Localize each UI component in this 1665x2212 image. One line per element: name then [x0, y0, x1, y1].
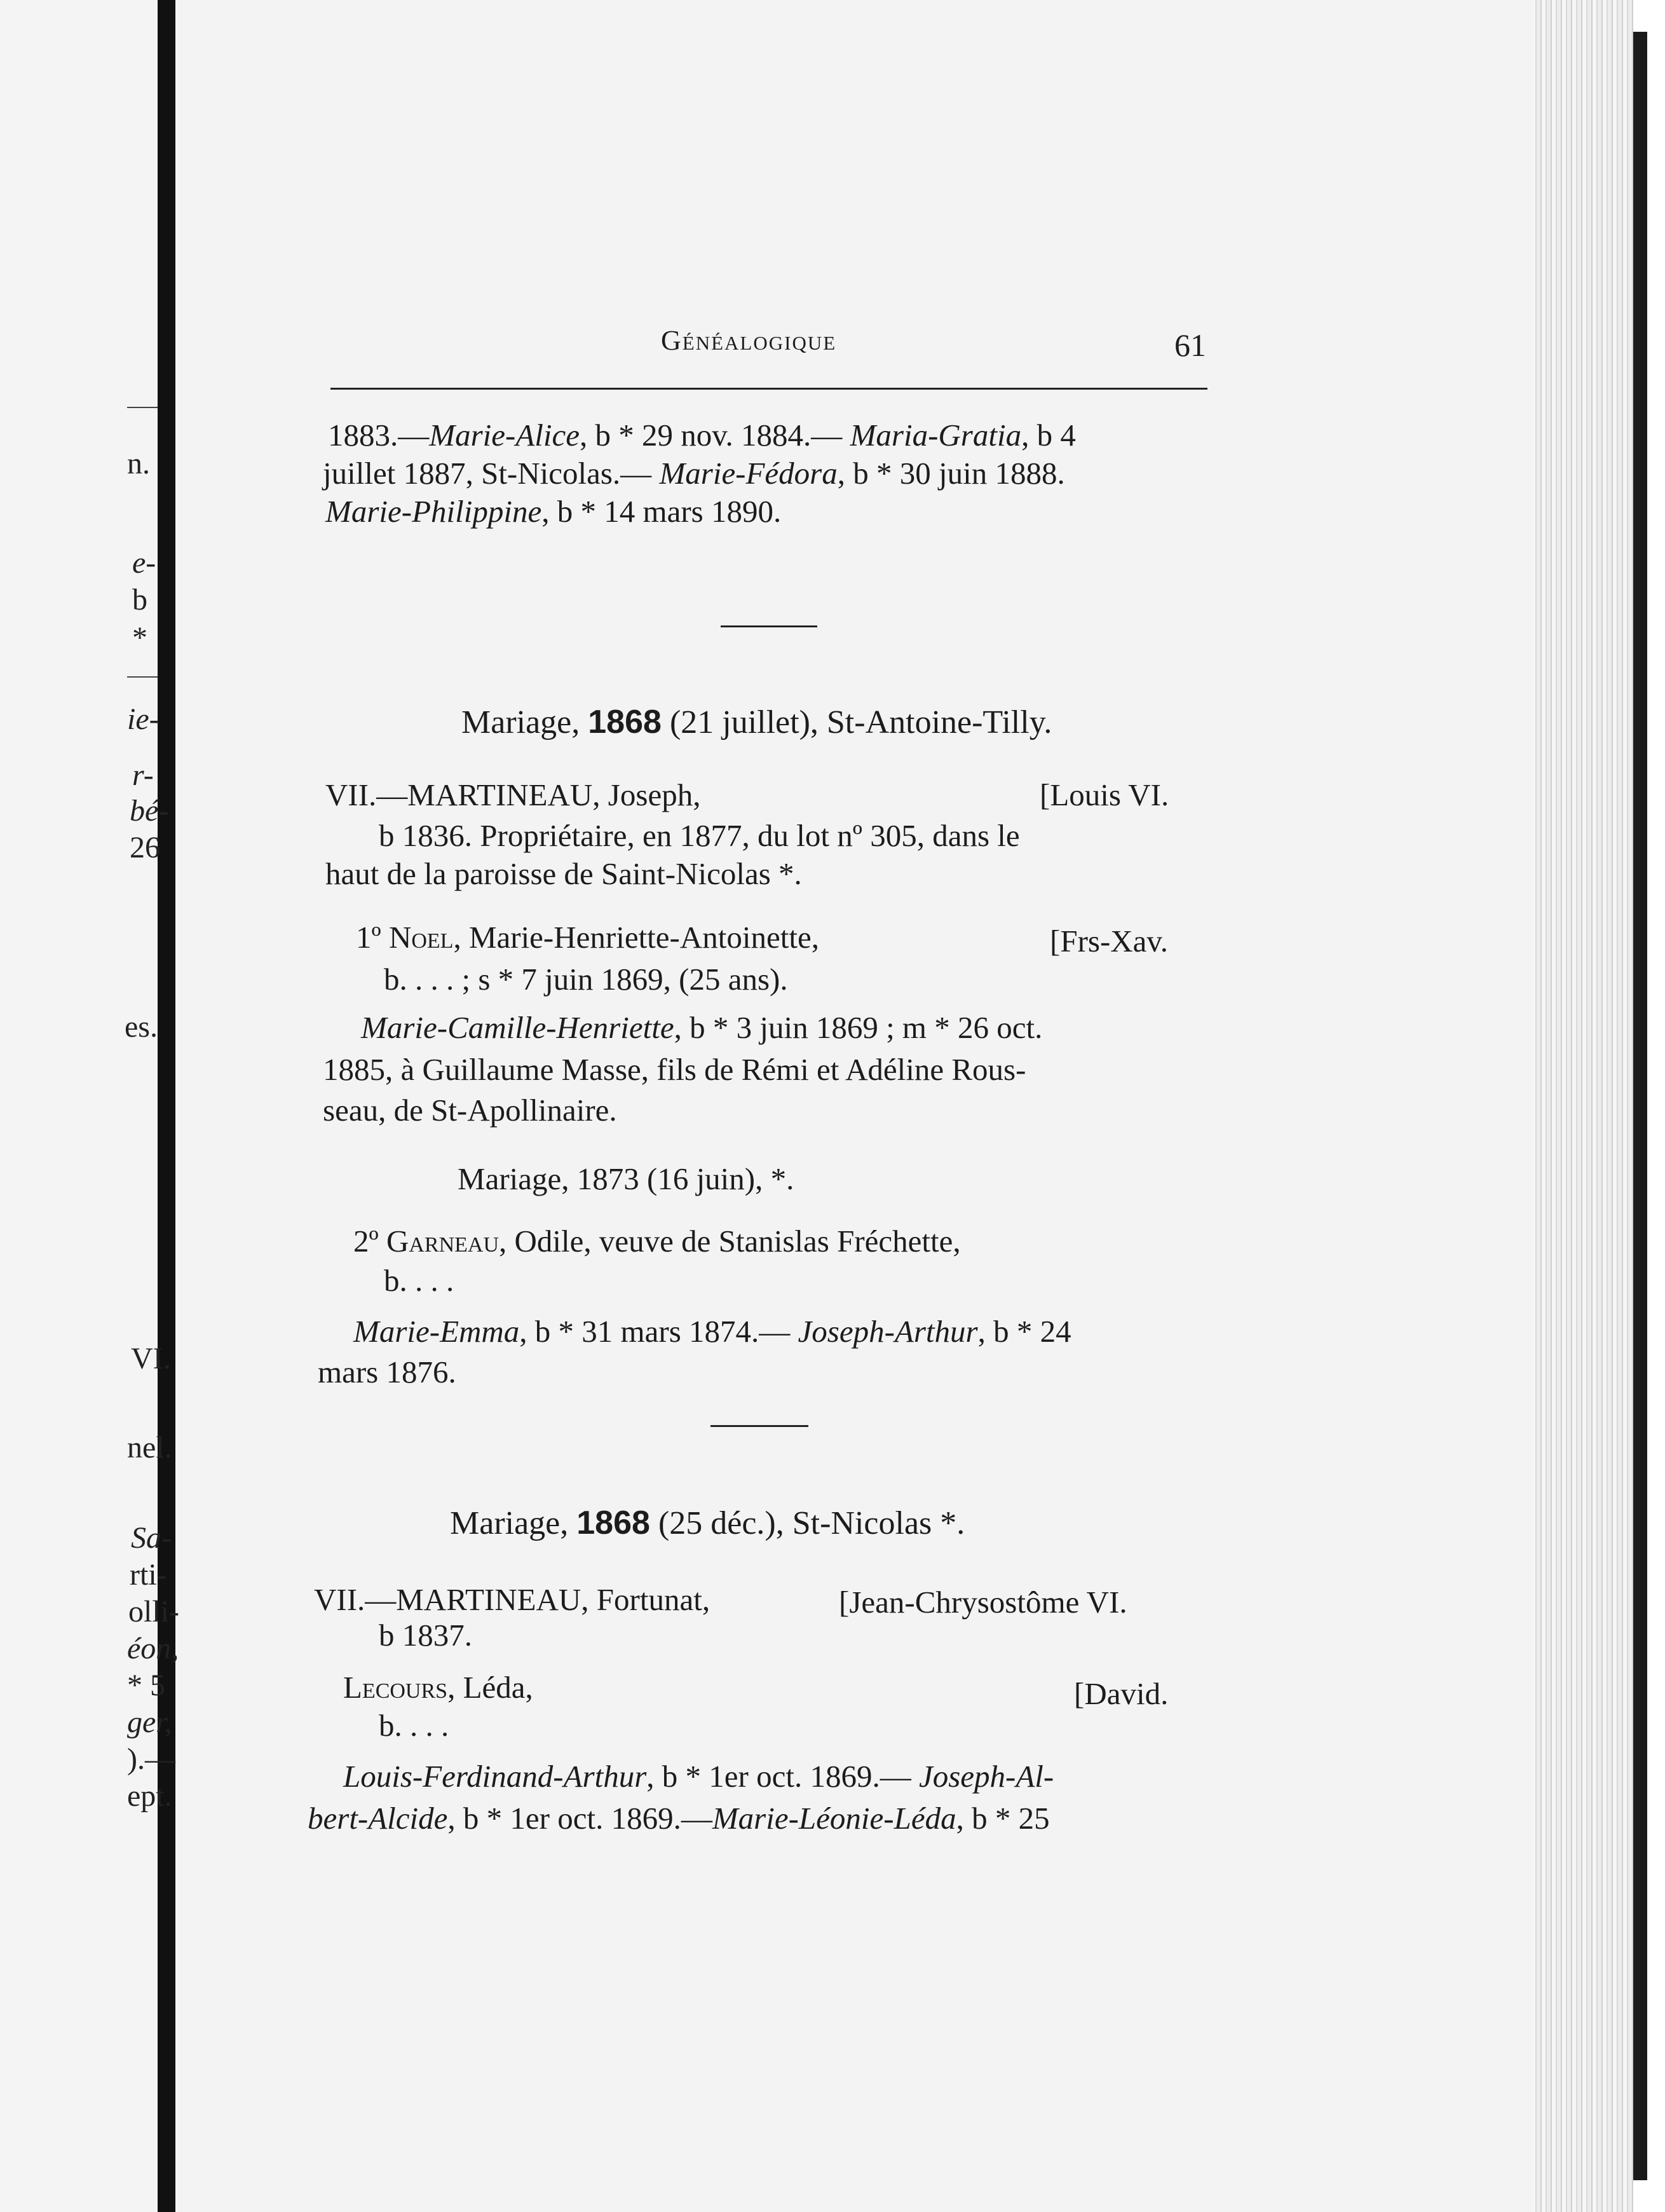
text-line: Marie-Philippine, b * 14 mars 1890. — [325, 494, 782, 529]
text-line: b. . . . ; s * 7 juin 1869, (25 ans). — [384, 962, 788, 997]
section-divider — [721, 625, 817, 627]
left-fragment: rti- — [130, 1558, 167, 1592]
text-line: bert-Alcide, b * 1er oct. 1869.—Marie-Léonie-Léda, b * 25 — [308, 1801, 1050, 1836]
person-heading: VII.—MARTINEAU, Fortunat, — [314, 1582, 710, 1617]
spouse-line: 1º Noel, Marie-Henriette-Antoinette, — [356, 920, 819, 955]
spouse-line: 2º Garneau, Odile, veuve de Stanislas Fréchette, — [353, 1224, 961, 1259]
left-fragment: ie- — [127, 702, 160, 736]
book-cover-edge — [1633, 32, 1647, 2180]
father-reference: [David. — [1074, 1676, 1169, 1711]
left-fragment: nel. — [127, 1431, 172, 1464]
text-line: b. . . . — [384, 1263, 454, 1298]
section-heading: Mariage, 1868 (25 déc.), St-Nicolas *. — [450, 1505, 965, 1541]
left-fragment: ept. — [127, 1779, 172, 1813]
left-fragment: ger, — [127, 1705, 172, 1739]
father-reference: [Louis VI. — [1040, 777, 1169, 812]
section-divider — [710, 1425, 808, 1427]
section-heading: Mariage, 1868 (21 juillet), St-Antoine-Tilly. — [461, 704, 1052, 741]
left-fragment: r- — [132, 758, 154, 792]
left-fragment: e- — [132, 546, 156, 580]
header-rule — [330, 388, 1207, 390]
text-line: b 1836. Propriétaire, en 1877, du lot nº 305, dans le — [379, 818, 1020, 853]
text-line: juillet 1887, St-Nicolas.— Marie-Fédora, b * 30 juin 1888. — [323, 456, 1065, 491]
person-heading: VII.—MARTINEAU, Joseph, — [325, 777, 701, 812]
page-number: 61 — [1174, 327, 1206, 363]
text-line: Louis-Ferdinand-Arthur, b * 1er oct. 1869.— Joseph-Al- — [343, 1759, 1054, 1794]
marriage-line: Mariage, 1873 (16 juin), *. — [458, 1161, 794, 1196]
left-page-strip — [0, 0, 158, 2212]
background-margin — [1647, 0, 1665, 2212]
left-fragment: * — [132, 621, 147, 655]
left-fragment: * 5 — [127, 1669, 165, 1702]
left-fragment: VI. — [131, 1342, 171, 1376]
left-fragment: bé- — [130, 794, 169, 828]
text-line: seau, de St-Apollinaire. — [323, 1093, 617, 1128]
text-line: haut de la paroisse de Saint-Nicolas *. — [325, 856, 802, 891]
left-fragment: es. — [125, 1010, 158, 1044]
left-fragment: b — [132, 583, 147, 617]
book-spine — [158, 0, 175, 2212]
spouse-line: Lecours, Léda, — [343, 1670, 533, 1705]
left-fragment: 26 — [130, 831, 160, 864]
running-head-title: Généalogique — [661, 325, 837, 356]
left-rule — [127, 407, 158, 408]
text-line: 1885, à Guillaume Masse, fils de Rémi et Adéline Rous- — [323, 1052, 1026, 1087]
page-edges — [1532, 0, 1633, 2212]
left-rule — [127, 676, 158, 678]
text-line: mars 1876. — [318, 1355, 456, 1389]
left-fragment: olli- — [128, 1595, 179, 1628]
left-fragment: éon, — [127, 1632, 179, 1665]
left-fragment: n. — [127, 447, 150, 481]
father-reference: [Jean-Chrysostôme VI. — [839, 1585, 1127, 1620]
text-line: Marie-Camille-Henriette, b * 3 juin 1869 ; m * 26 oct. — [361, 1010, 1043, 1045]
left-fragment: ).— — [127, 1742, 175, 1776]
left-fragment: Sa- — [131, 1521, 172, 1555]
text-line: b. . . . — [379, 1708, 449, 1743]
text-line: 1883.—Marie-Alice, b * 29 nov. 1884.— Maria-Gratia, b 4 — [328, 418, 1076, 453]
text-line: b 1837. — [379, 1618, 472, 1653]
text-line: Marie-Emma, b * 31 mars 1874.— Joseph-Arthur, b * 24 — [353, 1314, 1071, 1349]
father-reference: [Frs-Xav. — [1050, 924, 1168, 959]
